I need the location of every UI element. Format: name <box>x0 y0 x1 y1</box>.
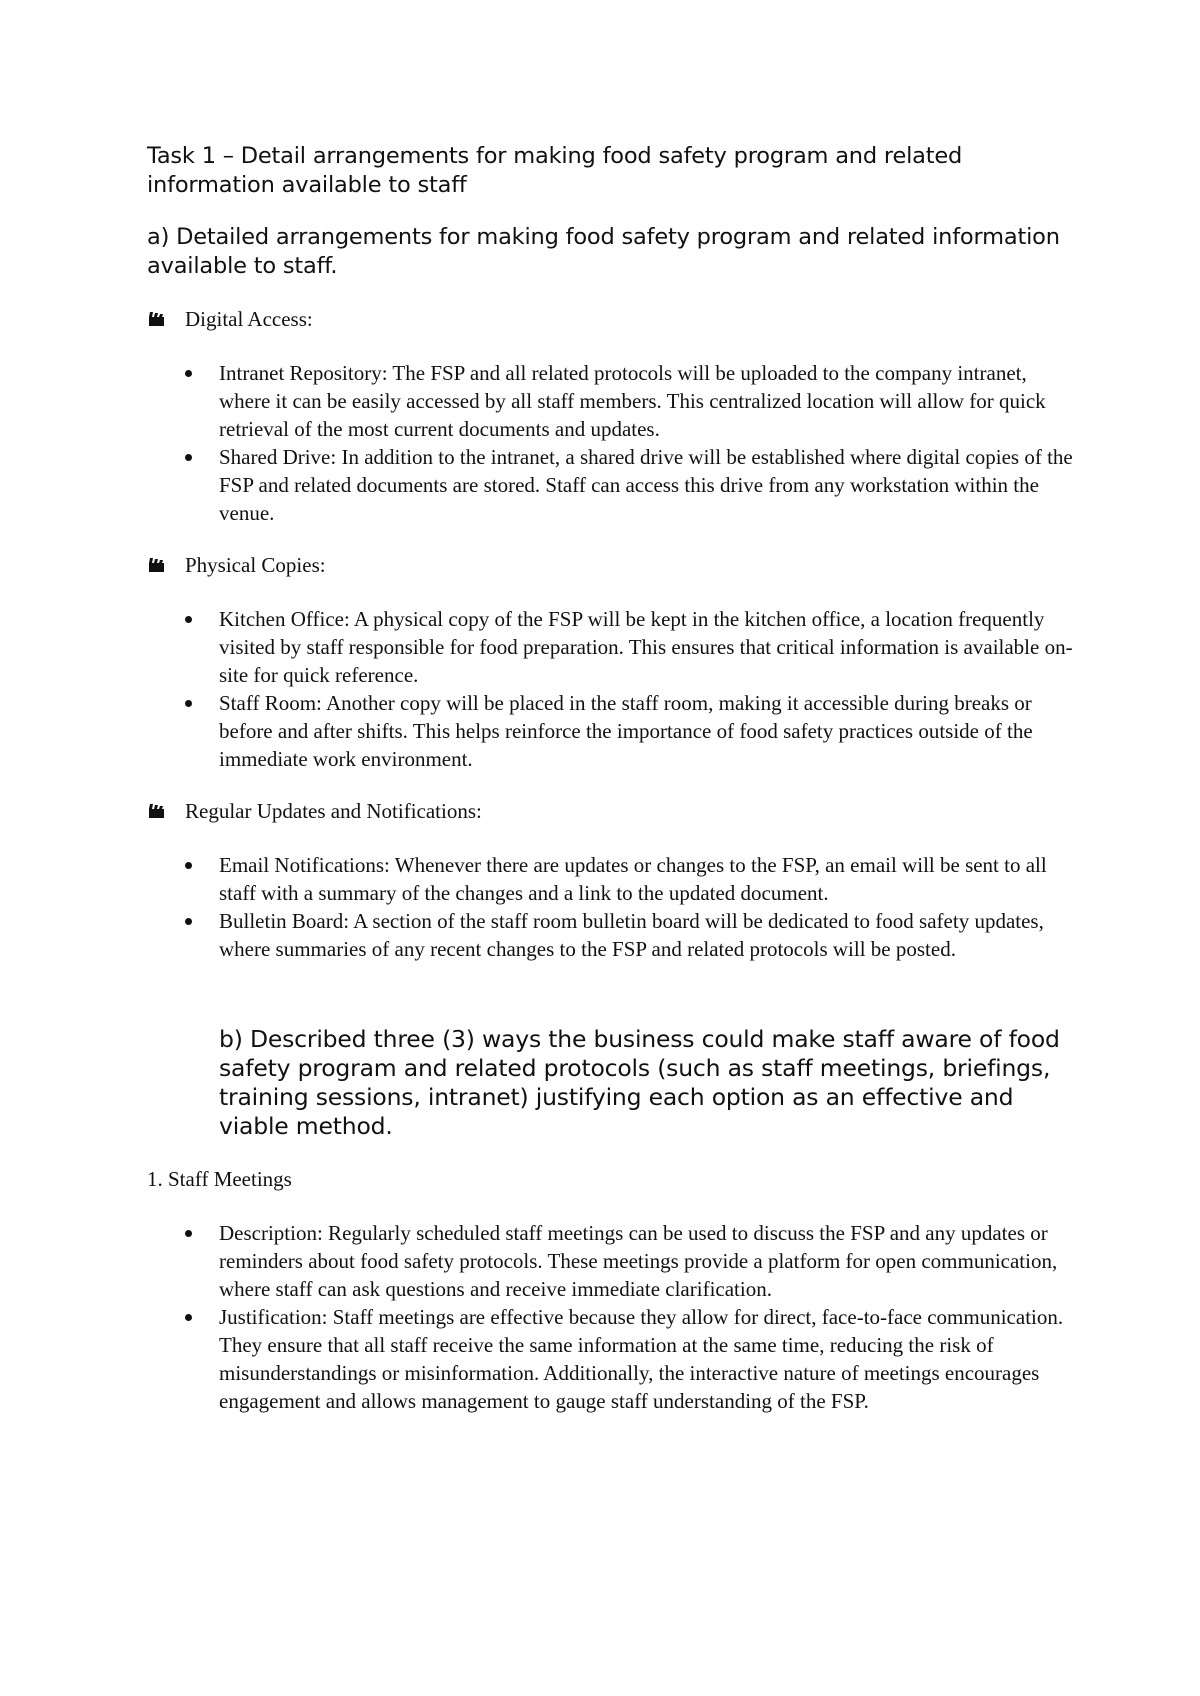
clapperboard-icon <box>148 311 166 327</box>
bullet-list <box>147 359 1077 527</box>
bullet-list <box>147 605 1077 773</box>
bullet-list <box>147 851 1077 963</box>
section-heading-regular-updates <box>147 797 1077 825</box>
bullet-icon <box>185 616 192 623</box>
task-title: Task 1 – Detail arrangements for making food safety program and related information available to staff <box>147 143 963 198</box>
list-item: Description: Regularly scheduled staff meetings can be used to discuss the FSP and any updates or reminders about food safety protocols. These meetings provide a platform for open communication, where staff can ask questions and receive immediate clarification. <box>147 1219 1077 1303</box>
method-heading-staff-meetings: 1. Staff Meetings <box>147 1167 292 1191</box>
clapperboard-icon <box>148 803 166 819</box>
clapperboard-icon <box>148 557 166 573</box>
document-page <box>147 142 1077 1415</box>
list-item: Email Notifications: Whenever there are updates or changes to the FSP, an email will be sent to all staff with a summary of the changes and a link to the updated document. <box>147 851 1077 907</box>
bullet-list <box>147 1219 1077 1415</box>
section-heading-physical-copies <box>147 551 1077 579</box>
bullet-icon <box>185 454 192 461</box>
section-title: Physical Copies: <box>185 553 326 577</box>
list-item: Staff Room: Another copy will be placed in the staff room, making it accessible during breaks or before and after shifts. This helps reinforce the importance of food safety practices outside of the immediate work environment. <box>147 689 1077 773</box>
bullet-icon <box>185 862 192 869</box>
list-item: Shared Drive: In addition to the intranet, a shared drive will be established where digital copies of the FSP and related documents are stored. Staff can access this drive from any workstation within the venue. <box>147 443 1077 527</box>
section-heading-digital-access <box>147 305 1077 333</box>
part-a-heading: a) Detailed arrangements for making food safety program and related information available to staff. <box>147 224 1060 279</box>
bullet-icon <box>185 918 192 925</box>
part-b-heading: b) Described three (3) ways the business could make staff aware of food safety program and related protocols (such as staff meetings, briefings, training sessions, intranet) justifying each option as an effective and viable method. <box>219 1025 1060 1140</box>
list-item: Justification: Staff meetings are effective because they allow for direct, face-to-face communication. They ensure that all staff receive the same information at the same time, reducing the risk of misunderstandings or misinformation. Additionally, the interactive nature of meetings encourages engagement and allows management to gauge staff understanding of the FSP. <box>147 1303 1077 1415</box>
bullet-icon <box>185 370 192 377</box>
section-title: Regular Updates and Notifications: <box>185 799 482 823</box>
list-item: Kitchen Office: A physical copy of the FSP will be kept in the kitchen office, a location frequently visited by staff responsible for food preparation. This ensures that critical information is available on-site for quick reference. <box>147 605 1077 689</box>
section-title: Digital Access: <box>185 307 313 331</box>
list-item: Bulletin Board: A section of the staff room bulletin board will be dedicated to food safety updates, where summaries of any recent changes to the FSP and related protocols will be posted. <box>147 907 1077 963</box>
list-item: Intranet Repository: The FSP and all related protocols will be uploaded to the company intranet, where it can be easily accessed by all staff members. This centralized location will allow for quick retrieval of the most current documents and updates. <box>147 359 1077 443</box>
bullet-icon <box>185 700 192 707</box>
bullet-icon <box>185 1314 192 1321</box>
bullet-icon <box>185 1230 192 1237</box>
